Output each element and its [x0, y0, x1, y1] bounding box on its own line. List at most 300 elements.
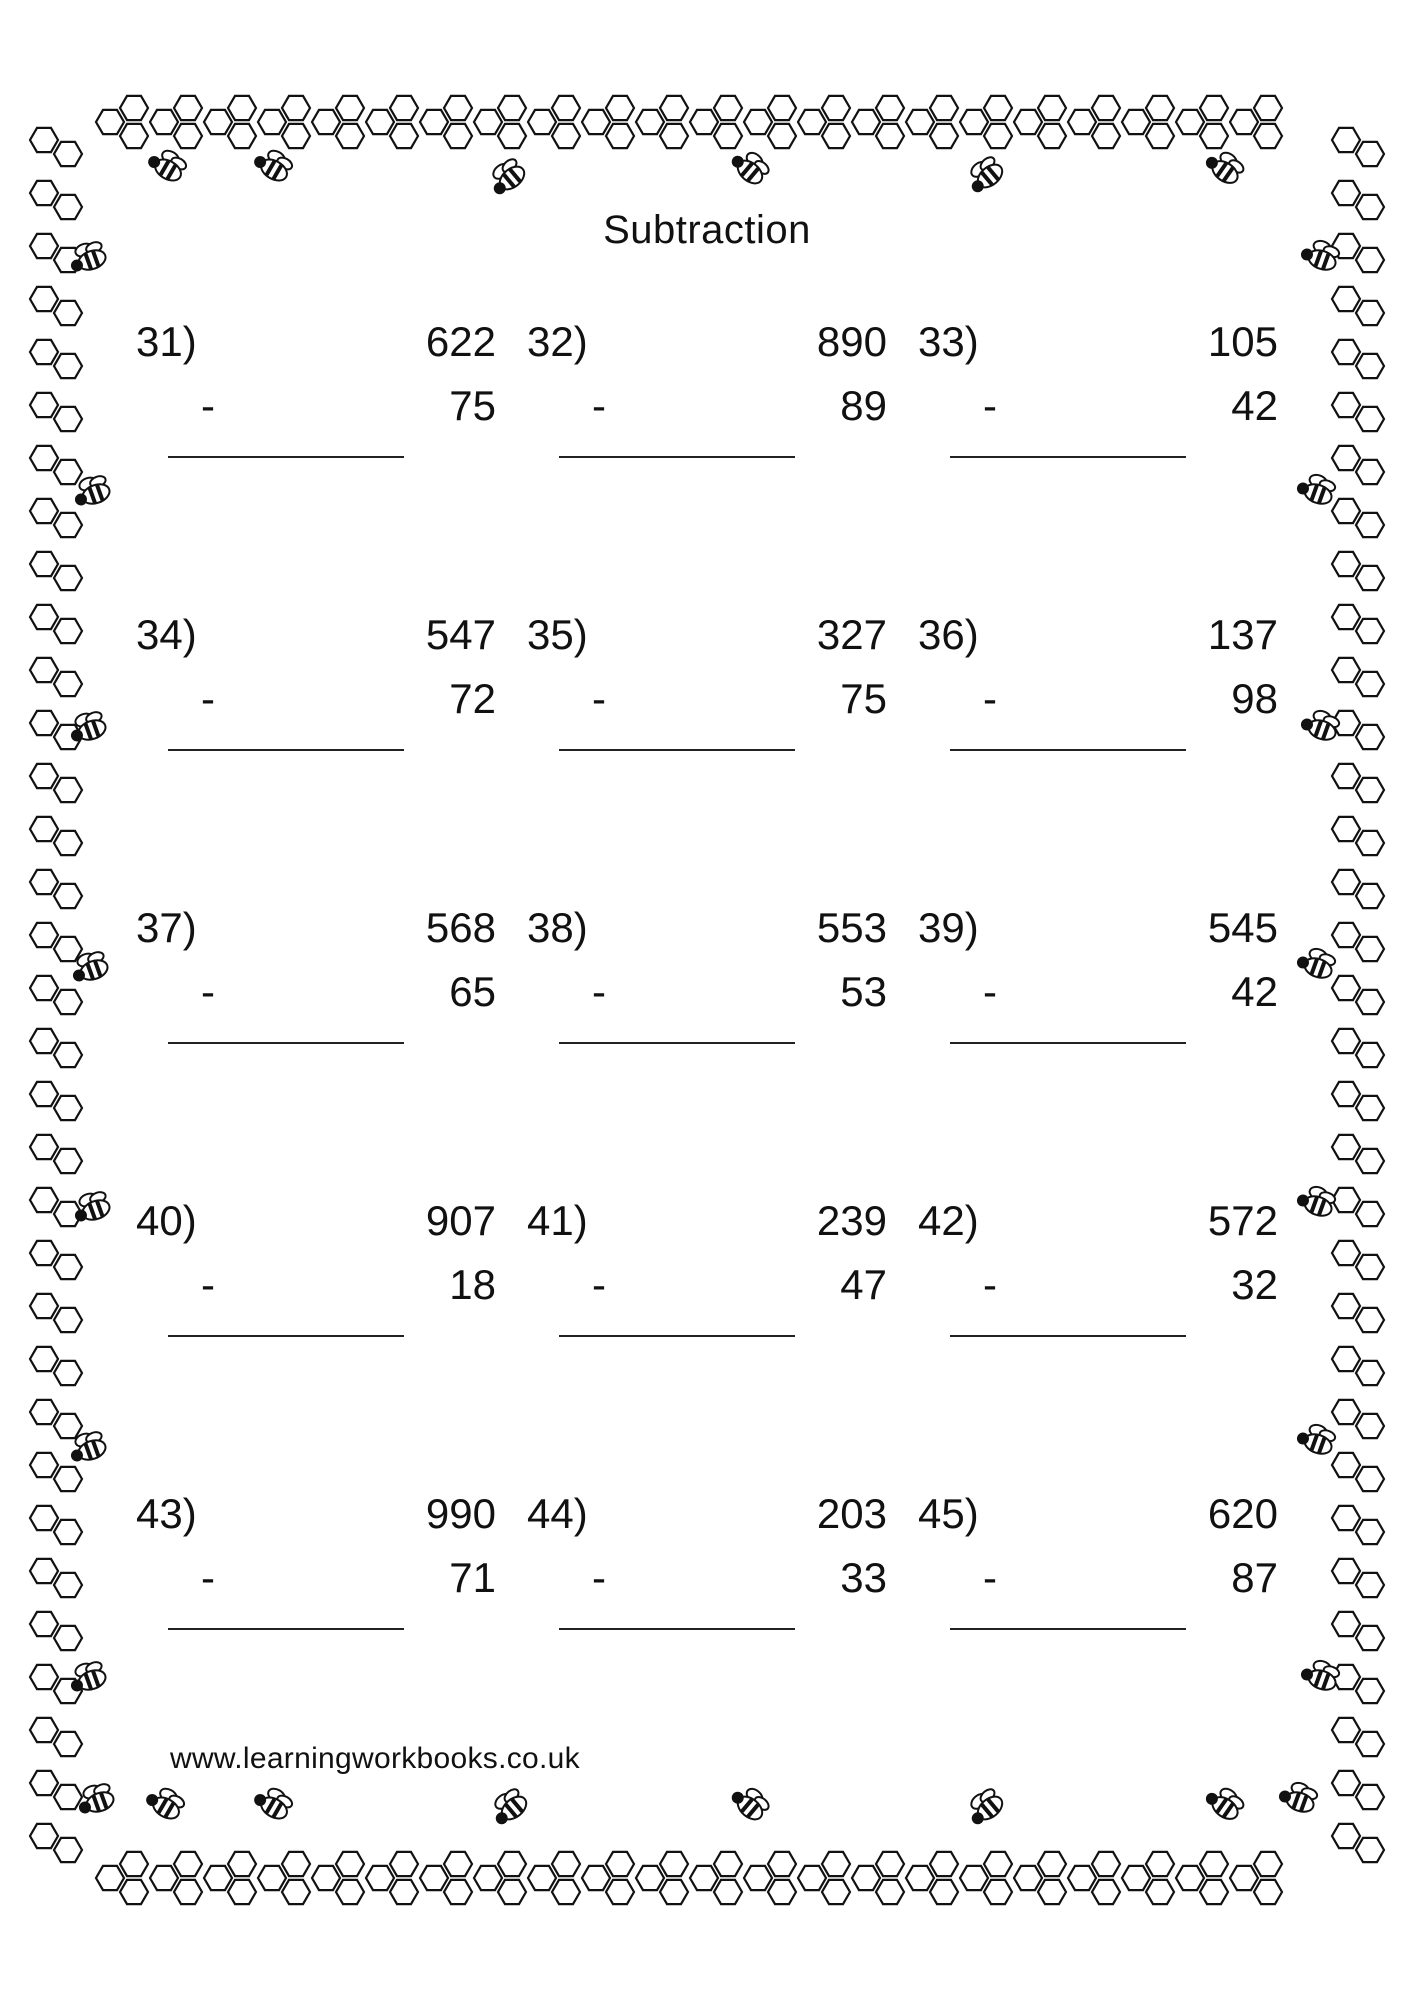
minus-sign: -	[201, 968, 215, 1015]
hexagon-icon	[1356, 1043, 1384, 1067]
hexagon-icon	[498, 1880, 526, 1904]
hexagon-icon	[54, 1308, 82, 1332]
hexagon-icon	[498, 1852, 526, 1876]
hexagon-icon	[282, 1852, 310, 1876]
hexagon-icon	[30, 1400, 58, 1424]
problem-number: 36)	[918, 611, 979, 658]
hexagon-icon	[1068, 1866, 1096, 1890]
hexagon-icon	[336, 124, 364, 148]
hexagon-icon	[1014, 110, 1042, 134]
hexagon-icon	[174, 124, 202, 148]
hexagon-icon	[336, 1852, 364, 1876]
answer-line	[950, 1042, 1186, 1044]
hexagon-icon	[54, 301, 82, 325]
hexagon-icon	[714, 1880, 742, 1904]
minus-sign: -	[592, 968, 606, 1015]
hexagon-icon	[906, 110, 934, 134]
hexagon-icon	[54, 1043, 82, 1067]
hexagon-icon	[444, 1880, 472, 1904]
hexagon-icon	[1038, 96, 1066, 120]
hexagon-icon	[1356, 460, 1384, 484]
minus-sign: -	[983, 382, 997, 429]
hexagon-icon	[984, 96, 1012, 120]
hexagon-icon	[174, 96, 202, 120]
hexagon-icon	[1356, 142, 1384, 166]
subtraction-problem	[136, 611, 526, 811]
hexagon-icon	[54, 619, 82, 643]
hexagon-icon	[54, 1361, 82, 1385]
hexagon-icon	[30, 340, 58, 364]
subtraction-problem	[136, 1197, 526, 1397]
hexagon-icon	[1356, 407, 1384, 431]
answer-line	[559, 1335, 795, 1337]
hexagon-icon	[1146, 1852, 1174, 1876]
bee-icon	[1202, 145, 1247, 188]
hexagon-icon	[552, 1852, 580, 1876]
hexagon-icon	[54, 566, 82, 590]
hexagon-icon	[1092, 96, 1120, 120]
hexagon-icon	[1332, 923, 1360, 947]
minuend: 545	[1207, 904, 1278, 951]
hexagon-icon	[930, 1852, 958, 1876]
hexagon-icon	[1356, 672, 1384, 696]
hexagon-icon	[30, 817, 58, 841]
hexagon-icon	[960, 110, 988, 134]
hexagon-icon	[54, 990, 82, 1014]
hexagon-icon	[420, 1866, 448, 1890]
hexagon-icon	[768, 1880, 796, 1904]
subtrahend: 75	[449, 382, 496, 429]
hexagon-icon	[1254, 1852, 1282, 1876]
hexagon-icon	[30, 1241, 58, 1265]
subtraction-problem	[918, 1490, 1308, 1690]
hexagon-icon	[930, 96, 958, 120]
hexagon-icon	[768, 1852, 796, 1876]
hexagon-icon	[1092, 1880, 1120, 1904]
bee-icon	[962, 1785, 1007, 1829]
answer-line	[559, 456, 795, 458]
hexagon-icon	[552, 96, 580, 120]
hexagon-icon	[1332, 1082, 1360, 1106]
hexagon-icon	[30, 446, 58, 470]
problem-number: 37)	[136, 904, 197, 951]
hexagon-icon	[1332, 181, 1360, 205]
problem-number: 45)	[918, 1490, 979, 1537]
subtrahend: 47	[840, 1261, 887, 1308]
hexagon-icon	[120, 1880, 148, 1904]
subtraction-problem	[527, 1197, 917, 1397]
hexagon-icon	[30, 128, 58, 152]
hexagon-icon	[150, 110, 178, 134]
hexagon-icon	[1356, 778, 1384, 802]
hexagon-icon	[444, 1852, 472, 1876]
hexagon-icon	[1332, 1771, 1360, 1795]
hexagon-icon	[1356, 1520, 1384, 1544]
hexagon-icon	[1230, 110, 1258, 134]
minuend: 890	[816, 318, 887, 365]
bee-icon	[1276, 1778, 1319, 1816]
hexagon-icon	[1230, 1866, 1258, 1890]
hexagon-icon	[528, 110, 556, 134]
hexagon-icon	[930, 1880, 958, 1904]
hexagon-icon	[390, 1852, 418, 1876]
hexagon-icon	[30, 499, 58, 523]
subtraction-problem	[136, 1490, 526, 1690]
hexagon-icon	[1068, 110, 1096, 134]
hexagon-icon	[30, 1665, 58, 1689]
hexagon-icon	[30, 1559, 58, 1583]
hexagon-icon	[1356, 1308, 1384, 1332]
hexagon-icon	[984, 124, 1012, 148]
subtrahend: 42	[1231, 968, 1278, 1015]
hexagon-icon	[690, 1866, 718, 1890]
hexagon-icon	[258, 1866, 286, 1890]
hexagon-icon	[312, 1866, 340, 1890]
hexagon-icon	[1014, 1866, 1042, 1890]
hexagon-icon	[474, 110, 502, 134]
hexagon-icon	[1356, 725, 1384, 749]
hexagon-icon	[1356, 1732, 1384, 1756]
hexagon-icon	[54, 1149, 82, 1173]
hexagon-icon	[1332, 446, 1360, 470]
hexagon-icon	[150, 1866, 178, 1890]
hexagon-icon	[852, 110, 880, 134]
hexagon-icon	[96, 110, 124, 134]
hexagon-icon	[204, 1866, 232, 1890]
hexagon-icon	[744, 110, 772, 134]
hexagon-icon	[30, 393, 58, 417]
subtrahend: 71	[449, 1554, 496, 1601]
hexagon-icon	[1332, 1824, 1360, 1848]
hexagon-icon	[54, 1838, 82, 1862]
bee-icon	[1202, 1781, 1247, 1824]
subtrahend: 89	[840, 382, 887, 429]
minuend: 622	[425, 318, 496, 365]
hexagon-icon	[1332, 817, 1360, 841]
subtraction-problem	[918, 904, 1308, 1104]
subtraction-problem	[527, 318, 917, 518]
answer-line	[950, 1335, 1186, 1337]
hexagon-icon	[798, 1866, 826, 1890]
subtraction-problem	[527, 904, 917, 1104]
hexagon-icon	[714, 1852, 742, 1876]
hexagon-icon	[1356, 937, 1384, 961]
hexagon-icon	[1356, 619, 1384, 643]
hexagon-icon	[1332, 1506, 1360, 1530]
hexagon-icon	[1332, 1135, 1360, 1159]
hexagon-icon	[1038, 1852, 1066, 1876]
hexagon-icon	[54, 1520, 82, 1544]
hexagon-icon	[1332, 1400, 1360, 1424]
subtrahend: 87	[1231, 1554, 1278, 1601]
hexagon-icon	[120, 124, 148, 148]
hexagon-icon	[1332, 764, 1360, 788]
hexagon-icon	[54, 1785, 82, 1809]
hexagon-icon	[606, 124, 634, 148]
hexagon-icon	[876, 96, 904, 120]
bee-icon	[250, 143, 295, 184]
hexagon-icon	[876, 1852, 904, 1876]
hexagon-icon	[1356, 1149, 1384, 1173]
hexagon-icon	[336, 96, 364, 120]
problem-number: 38)	[527, 904, 588, 951]
answer-line	[950, 1628, 1186, 1630]
subtraction-problem	[136, 904, 526, 1104]
hexagon-icon	[30, 1612, 58, 1636]
hexagon-icon	[1332, 1612, 1360, 1636]
hexagon-icon	[582, 110, 610, 134]
hexagon-icon	[498, 124, 526, 148]
hexagon-icon	[768, 96, 796, 120]
answer-line	[559, 1042, 795, 1044]
minuend: 547	[425, 611, 496, 658]
hexagon-icon	[1356, 301, 1384, 325]
hexagon-icon	[1176, 1866, 1204, 1890]
hexagon-icon	[30, 1188, 58, 1212]
hexagon-icon	[1332, 1453, 1360, 1477]
subtraction-problem	[918, 318, 1308, 518]
hexagon-icon	[228, 1852, 256, 1876]
answer-line	[559, 749, 795, 751]
hexagon-icon	[1122, 1866, 1150, 1890]
hexagon-icon	[30, 1347, 58, 1371]
hexagon-icon	[174, 1852, 202, 1876]
hexagon-icon	[444, 96, 472, 120]
hexagon-icon	[30, 711, 58, 735]
hexagon-icon	[1332, 1559, 1360, 1583]
hexagon-icon	[30, 605, 58, 629]
bee-icon	[250, 1781, 295, 1822]
hexagon-icon	[30, 1082, 58, 1106]
problem-number: 35)	[527, 611, 588, 658]
hexagon-icon	[606, 1852, 634, 1876]
minus-sign: -	[201, 382, 215, 429]
hexagon-icon	[1356, 1626, 1384, 1650]
minus-sign: -	[983, 968, 997, 1015]
hexagon-icon	[1356, 513, 1384, 537]
hexagon-icon	[1332, 1188, 1360, 1212]
hexagon-icon	[96, 1866, 124, 1890]
hexagon-icon	[714, 124, 742, 148]
hexagon-icon	[660, 1852, 688, 1876]
minuend: 572	[1207, 1197, 1278, 1244]
hexagon-icon	[1356, 831, 1384, 855]
hexagon-icon	[54, 1732, 82, 1756]
hexagon-icon	[1200, 1880, 1228, 1904]
hexagon-icon	[1332, 870, 1360, 894]
worksheet-title: Subtraction	[603, 208, 811, 252]
answer-line	[559, 1628, 795, 1630]
hexagon-icon	[582, 1866, 610, 1890]
hexagon-icon	[54, 1626, 82, 1650]
answer-line	[168, 1628, 404, 1630]
minuend: 327	[816, 611, 887, 658]
hexagon-icon	[1332, 552, 1360, 576]
hexagon-icon	[54, 354, 82, 378]
hexagon-icon	[54, 1255, 82, 1279]
hexagon-icon	[30, 1135, 58, 1159]
hexagon-icon	[1332, 340, 1360, 364]
subtrahend: 98	[1231, 675, 1278, 722]
hexagon-icon	[30, 287, 58, 311]
hexagon-icon	[1332, 1029, 1360, 1053]
subtrahend: 33	[840, 1554, 887, 1601]
hexagon-icon	[30, 923, 58, 947]
hexagon-icon	[852, 1866, 880, 1890]
hexagon-icon	[1332, 393, 1360, 417]
hexagon-icon	[498, 96, 526, 120]
hexagon-icon	[636, 110, 664, 134]
hexagon-icon	[930, 124, 958, 148]
bee-icon	[727, 1780, 772, 1824]
minus-sign: -	[201, 1261, 215, 1308]
hexagon-icon	[54, 407, 82, 431]
hexagon-icon	[1356, 990, 1384, 1014]
hexagon-icon	[1356, 884, 1384, 908]
minus-sign: -	[983, 1261, 997, 1308]
hexagon-icon	[1356, 566, 1384, 590]
hexagon-icon	[1356, 1361, 1384, 1385]
minus-sign: -	[592, 1261, 606, 1308]
hexagon-icon	[474, 1866, 502, 1890]
hexagon-icon	[30, 1029, 58, 1053]
hexagon-icon	[1200, 124, 1228, 148]
hexagon-icon	[960, 1866, 988, 1890]
problem-number: 31)	[136, 318, 197, 365]
hexagon-icon	[906, 1866, 934, 1890]
bee-icon	[484, 155, 529, 199]
hexagon-icon	[444, 124, 472, 148]
hexagon-icon	[822, 1880, 850, 1904]
hexagon-icon	[636, 1866, 664, 1890]
problem-number: 42)	[918, 1197, 979, 1244]
problem-number: 34)	[136, 611, 197, 658]
hexagon-icon	[1146, 96, 1174, 120]
hexagon-icon	[54, 1414, 82, 1438]
hexagon-icon	[174, 1880, 202, 1904]
hexagon-icon	[54, 937, 82, 961]
subtraction-problem	[918, 1197, 1308, 1397]
hexagon-icon	[1122, 110, 1150, 134]
hexagon-icon	[714, 96, 742, 120]
answer-line	[168, 1335, 404, 1337]
hexagon-icon	[1332, 976, 1360, 1000]
hexagon-icon	[282, 96, 310, 120]
hexagon-icon	[366, 1866, 394, 1890]
hexagon-icon	[312, 110, 340, 134]
bee-icon	[142, 1781, 187, 1822]
hexagon-icon	[1332, 1347, 1360, 1371]
hexagon-icon	[228, 96, 256, 120]
hexagon-icon	[30, 181, 58, 205]
subtrahend: 32	[1231, 1261, 1278, 1308]
bee-icon	[1294, 1420, 1337, 1458]
hexagon-icon	[822, 96, 850, 120]
hexagon-icon	[54, 1467, 82, 1491]
minuend: 990	[425, 1490, 496, 1537]
hexagon-icon	[30, 552, 58, 576]
subtraction-problem	[527, 1490, 917, 1690]
bee-icon	[486, 1785, 531, 1829]
subtrahend: 53	[840, 968, 887, 1015]
hexagon-icon	[984, 1852, 1012, 1876]
hexagon-icon	[1356, 1467, 1384, 1491]
bee-icon	[144, 143, 189, 184]
answer-line	[168, 456, 404, 458]
answer-line	[950, 456, 1186, 458]
hexagon-icon	[1332, 1294, 1360, 1318]
hexagon-icon	[258, 110, 286, 134]
hexagon-icon	[876, 1880, 904, 1904]
hexagon-icon	[1146, 1880, 1174, 1904]
hexagon-icon	[1254, 96, 1282, 120]
hexagon-icon	[1332, 1718, 1360, 1742]
hexagon-icon	[228, 124, 256, 148]
hexagon-icon	[660, 96, 688, 120]
hexagon-icon	[1356, 1414, 1384, 1438]
hexagon-icon	[366, 110, 394, 134]
problem-number: 41)	[527, 1197, 588, 1244]
hexagon-icon	[54, 513, 82, 537]
footer-url: www.learningworkbooks.co.uk	[170, 1742, 580, 1775]
hexagon-icon	[420, 110, 448, 134]
hexagon-icon	[204, 110, 232, 134]
problem-number: 43)	[136, 1490, 197, 1537]
hexagon-icon	[1092, 124, 1120, 148]
answer-line	[168, 1042, 404, 1044]
minus-sign: -	[201, 675, 215, 722]
subtrahend: 72	[449, 675, 496, 722]
minus-sign: -	[983, 1554, 997, 1601]
hexagon-icon	[30, 870, 58, 894]
problem-number: 44)	[527, 1490, 588, 1537]
hexagon-icon	[1332, 128, 1360, 152]
hexagon-icon	[54, 142, 82, 166]
minuend: 105	[1207, 318, 1278, 365]
hexagon-icon	[1332, 1241, 1360, 1265]
hexagon-icon	[30, 1771, 58, 1795]
hexagon-icon	[1038, 1880, 1066, 1904]
subtrahend: 65	[449, 968, 496, 1015]
hexagon-icon	[390, 96, 418, 120]
hexagon-icon	[1356, 1096, 1384, 1120]
hexagon-icon	[30, 658, 58, 682]
minuend: 553	[816, 904, 887, 951]
hexagon-icon	[120, 1852, 148, 1876]
hexagon-icon	[336, 1880, 364, 1904]
answer-line	[950, 749, 1186, 751]
hexagon-icon	[1332, 605, 1360, 629]
hexagon-icon	[1356, 354, 1384, 378]
subtrahend: 18	[449, 1261, 496, 1308]
hexagon-icon	[54, 831, 82, 855]
subtraction-problem	[918, 611, 1308, 811]
answer-line	[168, 749, 404, 751]
subtrahend: 75	[840, 675, 887, 722]
problem-number: 39)	[918, 904, 979, 951]
hexagon-icon	[30, 1506, 58, 1530]
hexagon-icon	[1356, 1202, 1384, 1226]
hexagon-icon	[1200, 96, 1228, 120]
minus-sign: -	[983, 675, 997, 722]
hexagon-icon	[1176, 110, 1204, 134]
hexagon-icon	[822, 124, 850, 148]
hexagon-icon	[876, 124, 904, 148]
hexagon-icon	[552, 124, 580, 148]
problem-number: 32)	[527, 318, 588, 365]
hexagon-icon	[1254, 124, 1282, 148]
hexagon-icon	[1038, 124, 1066, 148]
